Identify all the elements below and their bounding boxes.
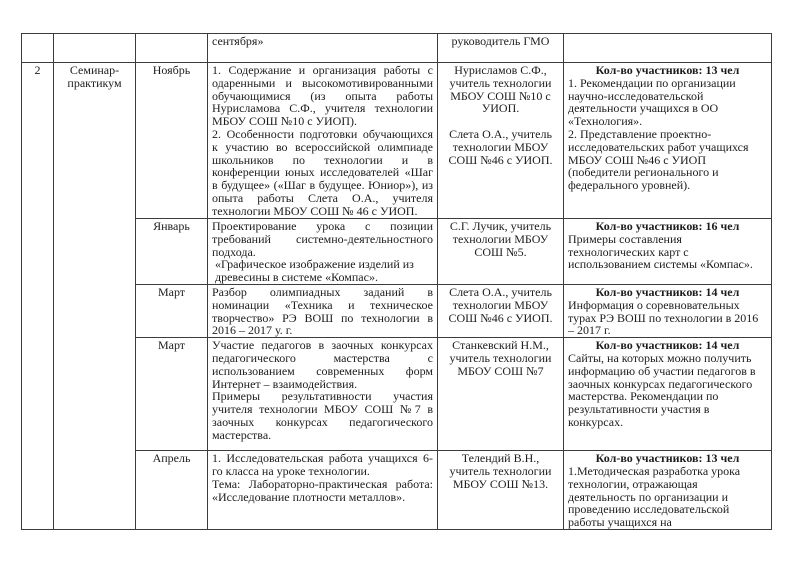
people-paragraph: Слета О.А., учитель технологии МБОУ СОШ №46 с УИОП. [448, 127, 553, 167]
content-paragraph: 1. Содержание и организация работы с одаренными и высокомотивированными обучающимися (из опыта работы Нурисламова С.Ф., учителя технологии МБОУ СОШ №10 с УИОП). [212, 63, 433, 129]
item-number: 2 [34, 63, 41, 77]
people-paragraph: Нурисламов С.Ф., учитель технологии МБОУ СОШ №10 с УИОП. [449, 63, 552, 116]
people-paragraph: С.Г. Лучик, учитель технологии МБОУ СОШ №5. [449, 219, 552, 259]
cell-content-april [208, 451, 438, 530]
cell-people-april [438, 451, 564, 530]
cell-result-april [564, 451, 772, 530]
table-row-carryover [22, 34, 772, 63]
cell-item-number [22, 63, 54, 530]
result-paragraph: 1.Методическая разработка урока технологии, отражающая деятельность по организации и проведению исследовательской работы учащихся на [568, 463, 741, 530]
people-paragraph: Телендий В.Н., учитель технологии МБОУ СОШ №13. [449, 451, 552, 491]
carryover-content-text: сентября» [212, 34, 264, 48]
content-paragraph: 1. Исследовательская работа учащихся 6-го класса на уроке технологии. [212, 451, 433, 478]
month-label: Март [157, 338, 186, 353]
participants-count: Кол-во участников: 14 чел [595, 285, 740, 299]
participants-count: Кол-во участников: 13 чел [595, 63, 740, 77]
cell-month-empty [136, 34, 208, 63]
month-label: Апрель [152, 451, 191, 466]
cell-month-april [136, 451, 208, 530]
cell-number-empty [22, 34, 54, 63]
cell-result-march-2 [564, 338, 772, 451]
people-paragraph: Станкевский Н.М., учитель технологии МБОУ СОШ №7 [449, 338, 552, 378]
content-paragraph: Примеры результативности участия учителя технологии МБОУ СОШ №7 в заочных конкурсах педагогического мастерства. [212, 389, 433, 442]
cell-result-january [564, 219, 772, 285]
content-paragraph: Проектирование урока с позиции требований системно-деятельностного подхода. [212, 219, 433, 259]
result-paragraph: 1. Рекомендации по организации научно-исследовательской деятельности учащихся в ОО «Технология». [568, 75, 736, 129]
cell-carryover-result [564, 34, 772, 63]
cell-result-november [564, 63, 772, 219]
result-paragraph: 2. Представление проектно-исследовательских работ учащихся МБОУ СОШ №46 с УИОП (победители регионального и федерального уровней). [568, 126, 749, 193]
result-paragraph: Информация о соревновательных турах РЭ ВОШ по технологии в 2016 – 2017 г. [568, 297, 759, 338]
people-paragraph: Слета О.А., учитель технологии МБОУ СОШ №46 с УИОП. [448, 285, 553, 325]
result-paragraph: Сайты, на которых можно получить информацию об участии педагогов в заочных конкурсах педагогического мастерства. Рекомендации по результативности участия в конкурсах. [568, 350, 756, 429]
cell-type-empty [54, 34, 136, 63]
table-row-november [22, 63, 772, 219]
participants-count: Кол-во участников: 13 чел [595, 451, 740, 466]
content-paragraph: 2. Особенности подготовки обучающихся к участию во всероссийской олимпиаде школьников по технологии и в конференции юных исследователей «Шаг в будущее» («Шаг в будущее. Юниор»), из опыта работы Слета О.А., учителя технологии МБОУ СОШ № 46 с УИОП. [212, 126, 433, 218]
cell-month-march-2 [136, 338, 208, 451]
cell-content-november [208, 63, 438, 219]
participants-count: Кол-во участников: 16 чел [595, 219, 740, 233]
cell-month-march-1 [136, 285, 208, 338]
item-type: Семинар-практикум [67, 63, 122, 90]
cell-people-november [438, 63, 564, 219]
cell-month-january [136, 219, 208, 285]
cell-content-january [208, 219, 438, 285]
month-label: Ноябрь [152, 63, 191, 77]
seminar-schedule-table [21, 33, 772, 530]
cell-people-march-1 [438, 285, 564, 338]
cell-carryover-people [438, 34, 564, 63]
cell-item-type [54, 63, 136, 530]
content-paragraph: «Графическое изображение изделий из древесины в системе «Компас». [215, 257, 414, 285]
content-paragraph: Тема: Лабораторно-практическая работа: «Исследование плотности металлов». [212, 476, 433, 504]
cell-month-november [136, 63, 208, 219]
content-paragraph: Разбор олимпиадных заданий в номинации «Техника и техническое творчество» РЭ ВОШ по технологии в 2016 – 2017 у. г. [212, 285, 433, 338]
cell-people-march-2 [438, 338, 564, 451]
cell-result-march-1 [564, 285, 772, 338]
month-label: Март [157, 285, 186, 299]
participants-count: Кол-во участников: 14 чел [595, 338, 740, 353]
cell-content-march-1 [208, 285, 438, 338]
cell-people-january [438, 219, 564, 285]
cell-content-march-2 [208, 338, 438, 451]
carryover-people-text: руководитель ГМО [451, 34, 550, 48]
cell-carryover-content [208, 34, 438, 63]
month-label: Январь [153, 219, 190, 233]
result-paragraph: Примеры составления технологических карт с использованием системы «Компас». [568, 231, 753, 272]
content-paragraph: Участие педагогов в заочных конкурсах педагогического мастерства с использованием современных форм Интернет – взаимодействия. [212, 338, 433, 391]
